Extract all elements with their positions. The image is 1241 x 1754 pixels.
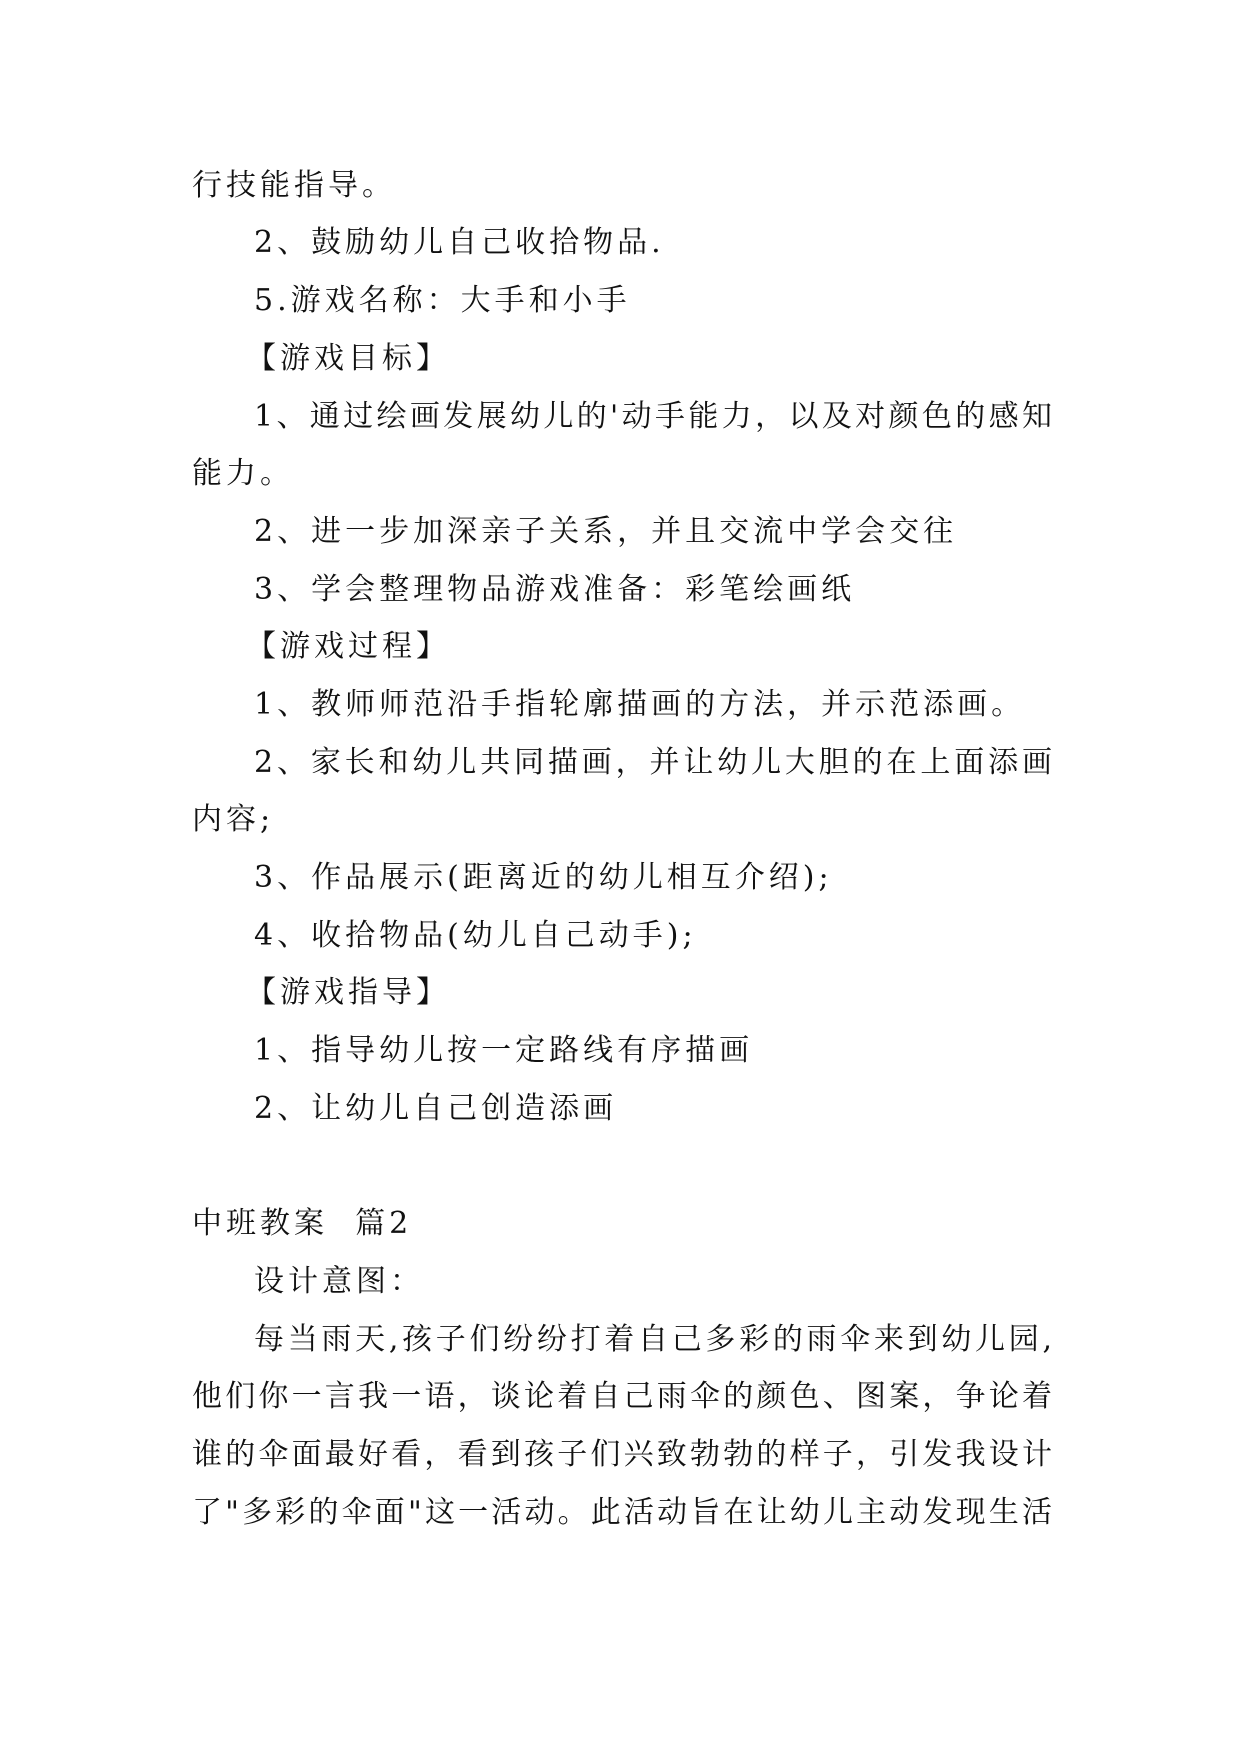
- text-line: 2、家长和幼儿共同描画，并让幼儿大胆的在上面添画: [254, 745, 1052, 780]
- text-line: 每当雨天,孩子们纷纷打着自己多彩的雨伞来到幼儿园,: [254, 1322, 1052, 1357]
- text-line: 4、收拾物品(幼儿自己动手);: [254, 918, 697, 953]
- text-line: 他们你一言我一语，谈论着自己雨伞的颜色、图案，争论着: [192, 1379, 1052, 1414]
- text-line: 2、进一步加深亲子关系，并且交流中学会交往: [254, 514, 958, 549]
- section-heading: 【游戏指导】: [246, 975, 450, 1010]
- article-title: 中班教案 篇2: [192, 1206, 413, 1241]
- text-line: 谁的伞面最好看，看到孩子们兴致勃勃的样子，引发我设计: [192, 1437, 1052, 1472]
- text-line: 了"多彩的伞面"这一活动。此活动旨在让幼儿主动发现生活: [192, 1495, 1052, 1530]
- text-line: 3、作品展示(距离近的幼儿相互介绍);: [254, 860, 833, 895]
- text-line: 1、指导幼儿按一定路线有序描画: [254, 1033, 754, 1068]
- text-line: 行技能指导。: [192, 168, 396, 203]
- text-line: 设计意图：: [254, 1264, 424, 1299]
- text-line: 3、学会整理物品游戏准备：彩笔绘画纸: [254, 572, 856, 607]
- text-line: 2、让幼儿自己创造添画: [254, 1091, 618, 1126]
- text-line: 内容;: [192, 802, 275, 837]
- section-heading: 【游戏目标】: [246, 341, 450, 376]
- text-line: 2、鼓励幼儿自己收拾物品.: [254, 225, 665, 260]
- section-heading: 【游戏过程】: [246, 629, 450, 664]
- text-line: 1、通过绘画发展幼儿的'动手能力，以及对颜色的感知: [254, 399, 1052, 434]
- text-line: 1、教师师范沿手指轮廓描画的方法，并示范添画。: [254, 687, 1026, 722]
- text-line: 5.游戏名称：大手和小手: [254, 283, 631, 318]
- text-line: 能力。: [192, 456, 294, 491]
